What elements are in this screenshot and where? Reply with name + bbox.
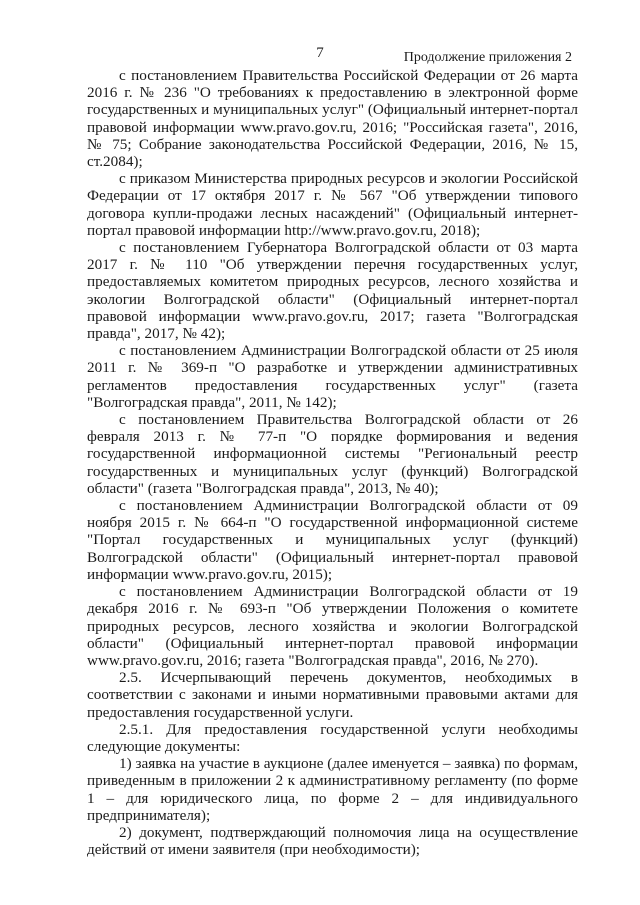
paragraph-ministry-order-567: с приказом Министерства природных ресурсов и экологии Российской Федерации от 17 октября 2017 г. № 567 "Об утверждении типового договора купли-продажи лесных насаждений" (Официальный интернет-портал правовой информации http://www.pravo.gov.ru, 2018); (87, 170, 578, 239)
paragraph-administration-decree-369: с постановлением Администрации Волгоградской области от 25 июля 2011 г. № 369-п "О разработке и утверждении административных регламентов предоставления государственных услуг" (газета "Волгоградская правда", 2011, № 142); (87, 342, 578, 411)
section-2-5: 2.5. Исчерпывающий перечень документов, необходимых в соответствии с законами и иными нормативными правовыми актами для предоставления государственной услуги. (87, 669, 578, 721)
paragraph-administration-decree-693: с постановлением Администрации Волгоградской области от 19 декабря 2016 г. № 693-п "Об утверждении Положения о комитете природных ресурсов, лесного хозяйства и экологии Волгоградской области" (Официальный интернет-портал правовой информации www.pravo.gov.ru, 2016; газета "Волгоградская правда", 2016, № 270). (87, 583, 578, 669)
paragraph-governor-decree-110: с постановлением Губернатора Волгоградской области от 03 марта 2017 г. № 110 "Об утверждении перечня государственных услуг, предоставляемых комитетом природных ресурсов, лесного хозяйства и экологии Волгоградской области" (Официальный интернет-портал правовой информации www.pravo.gov.ru, 2017; газета "Волгоградская правда", 2017, № 42); (87, 239, 578, 343)
document-body (87, 67, 578, 858)
list-item-1-application: 1) заявка на участие в аукционе (далее именуется – заявка) по формам, приведенным в приложении 2 к административному регламенту (по форме 1 – для юридического лица, по форме 2 – для индивидуального предпринимателя); (87, 755, 578, 824)
page-number: 7 (316, 45, 324, 61)
paragraph-government-decree-236: с постановлением Правительства Российской Федерации от 26 марта 2016 г. № 236 "О требованиях к предоставлению в электронной форме государственных и муниципальных услуг" (Официальный интернет-портал правовой информации www.pravo.gov.ru, 2016; "Российская газета", 2016, № 75; Собрание законодательства Российской Федерации, 2016, № 15, ст.2084); (87, 67, 578, 171)
continuation-note: Продолжение приложения 2 (403, 50, 572, 65)
section-2-5-1: 2.5.1. Для предоставления государственной услуги необходимы следующие документы: (87, 720, 578, 755)
list-item-2-authority-document: 2) документ, подтверждающий полномочия лица на осуществление действий от имени заявителя (при необходимости); (87, 823, 578, 859)
paragraph-administration-decree-664: с постановлением Администрации Волгоградской области от 09 ноября 2015 г. № 664-п "О государственной информационной системе "Портал государственных и муниципальных услуг (функций) Волгоградской области" (Официальный интернет-портал правовой информации www.pravo.gov.ru, 2015); (87, 497, 578, 583)
paragraph-government-decree-77: с постановлением Правительства Волгоградской области от 26 февраля 2013 г. № 77-п "О порядке формирования и ведения государственной информационной системы "Региональный реестр государственных и муниципальных услуг (функций) Волгоградской области" (газета "Волгоградская правда", 2013, № 40); (87, 411, 578, 497)
